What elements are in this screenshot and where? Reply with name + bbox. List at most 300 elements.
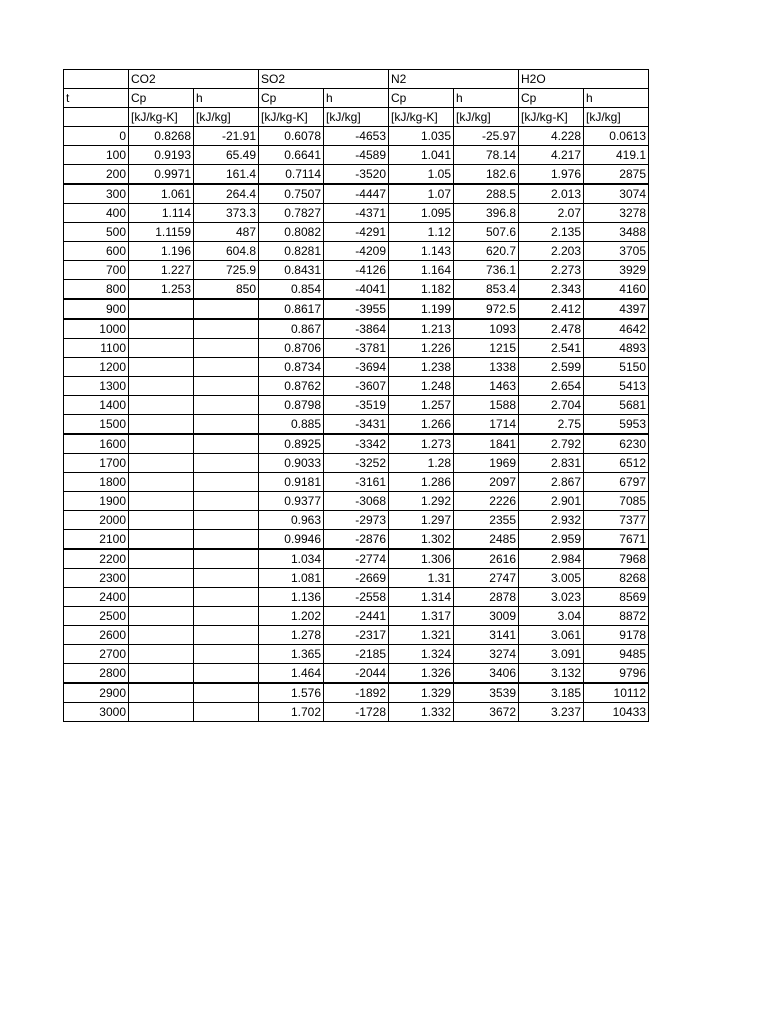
value-cell[interactable]: 419.1 (584, 146, 649, 165)
value-cell[interactable]: 2.75 (519, 415, 584, 435)
value-cell[interactable]: 1.273 (389, 434, 454, 454)
value-cell[interactable]: 2.541 (519, 339, 584, 358)
gas-header-h2o[interactable]: H2O (519, 70, 649, 89)
value-cell[interactable]: 1.035 (389, 127, 454, 146)
value-cell[interactable] (194, 664, 259, 684)
value-cell[interactable]: -4447 (324, 184, 389, 204)
temperature-cell[interactable]: 2400 (64, 588, 129, 607)
value-cell[interactable]: 3488 (584, 223, 649, 242)
value-cell[interactable] (129, 473, 194, 492)
value-cell[interactable]: -4371 (324, 204, 389, 223)
temperature-cell[interactable]: 1200 (64, 358, 129, 377)
temperature-cell[interactable]: 2100 (64, 530, 129, 550)
value-cell[interactable]: 2747 (454, 569, 519, 588)
value-cell[interactable]: 2.343 (519, 280, 584, 300)
value-cell[interactable]: 850 (194, 280, 259, 300)
value-cell[interactable]: 1.05 (389, 165, 454, 185)
value-cell[interactable] (129, 530, 194, 550)
value-cell[interactable]: 1.321 (389, 626, 454, 645)
value-cell[interactable]: -4041 (324, 280, 389, 300)
value-cell[interactable]: 0.867 (259, 319, 324, 339)
unit-cell[interactable]: [kJ/kg-K] (519, 108, 584, 127)
unit-cell[interactable]: [kJ/kg-K] (259, 108, 324, 127)
temperature-cell[interactable]: 1600 (64, 434, 129, 454)
value-cell[interactable]: 507.6 (454, 223, 519, 242)
value-cell[interactable] (194, 434, 259, 454)
value-cell[interactable]: 161.4 (194, 165, 259, 185)
value-cell[interactable]: 2097 (454, 473, 519, 492)
value-cell[interactable]: 0.6641 (259, 146, 324, 165)
value-cell[interactable]: -3520 (324, 165, 389, 185)
value-cell[interactable]: 7085 (584, 492, 649, 511)
value-cell[interactable]: -2317 (324, 626, 389, 645)
value-cell[interactable] (129, 434, 194, 454)
value-cell[interactable]: 0.8617 (259, 299, 324, 319)
value-cell[interactable]: 0.854 (259, 280, 324, 300)
value-cell[interactable]: 2.959 (519, 530, 584, 550)
value-cell[interactable]: 0.8082 (259, 223, 324, 242)
value-cell[interactable]: 7968 (584, 549, 649, 569)
value-cell[interactable]: 972.5 (454, 299, 519, 319)
temperature-cell[interactable]: 1400 (64, 396, 129, 415)
value-cell[interactable]: 3.023 (519, 588, 584, 607)
value-cell[interactable]: 0.7507 (259, 184, 324, 204)
temperature-cell[interactable]: 2200 (64, 549, 129, 569)
value-cell[interactable]: 1.464 (259, 664, 324, 684)
value-cell[interactable]: -2441 (324, 607, 389, 626)
value-cell[interactable]: 3.091 (519, 645, 584, 664)
value-cell[interactable]: 1.248 (389, 377, 454, 396)
value-cell[interactable] (129, 511, 194, 530)
value-cell[interactable]: 8268 (584, 569, 649, 588)
gas-header-co2[interactable]: CO2 (129, 70, 259, 89)
value-cell[interactable]: 3.04 (519, 607, 584, 626)
value-cell[interactable]: -25.97 (454, 127, 519, 146)
value-cell[interactable]: 10433 (584, 703, 649, 722)
value-cell[interactable]: 1.182 (389, 280, 454, 300)
value-cell[interactable] (194, 319, 259, 339)
temperature-cell[interactable]: 1500 (64, 415, 129, 435)
value-cell[interactable] (194, 492, 259, 511)
value-cell[interactable]: -3342 (324, 434, 389, 454)
value-cell[interactable] (194, 549, 259, 569)
value-cell[interactable] (129, 319, 194, 339)
value-cell[interactable] (129, 626, 194, 645)
value-cell[interactable] (194, 683, 259, 703)
value-cell[interactable]: 1.702 (259, 703, 324, 722)
value-cell[interactable] (129, 377, 194, 396)
value-cell[interactable]: 3009 (454, 607, 519, 626)
value-cell[interactable]: 2.704 (519, 396, 584, 415)
value-cell[interactable]: 0.9193 (129, 146, 194, 165)
value-cell[interactable] (129, 569, 194, 588)
value-cell[interactable]: 1.136 (259, 588, 324, 607)
value-cell[interactable]: 10112 (584, 683, 649, 703)
temperature-cell[interactable]: 600 (64, 242, 129, 261)
value-cell[interactable]: 0.8431 (259, 261, 324, 280)
value-cell[interactable] (194, 473, 259, 492)
value-cell[interactable]: 1.213 (389, 319, 454, 339)
value-cell[interactable]: 2355 (454, 511, 519, 530)
value-cell[interactable]: 4.228 (519, 127, 584, 146)
value-cell[interactable]: 1.226 (389, 339, 454, 358)
value-cell[interactable]: -3161 (324, 473, 389, 492)
temperature-cell[interactable]: 500 (64, 223, 129, 242)
value-cell[interactable]: 1588 (454, 396, 519, 415)
value-cell[interactable]: 1.28 (389, 454, 454, 473)
value-cell[interactable]: -3864 (324, 319, 389, 339)
value-cell[interactable]: -4291 (324, 223, 389, 242)
temperature-cell[interactable]: 800 (64, 280, 129, 300)
value-cell[interactable]: 1.034 (259, 549, 324, 569)
value-cell[interactable]: 3.237 (519, 703, 584, 722)
temperature-cell[interactable]: 700 (64, 261, 129, 280)
value-cell[interactable]: 620.7 (454, 242, 519, 261)
subheader-cell[interactable]: h (454, 89, 519, 108)
value-cell[interactable]: 1.238 (389, 358, 454, 377)
value-cell[interactable]: 1.081 (259, 569, 324, 588)
value-cell[interactable]: 0.8798 (259, 396, 324, 415)
value-cell[interactable]: 1.326 (389, 664, 454, 684)
value-cell[interactable]: 1.297 (389, 511, 454, 530)
value-cell[interactable]: 1.143 (389, 242, 454, 261)
value-cell[interactable]: 1.1159 (129, 223, 194, 242)
value-cell[interactable]: 1841 (454, 434, 519, 454)
value-cell[interactable]: 2.013 (519, 184, 584, 204)
value-cell[interactable] (129, 358, 194, 377)
value-cell[interactable]: -4653 (324, 127, 389, 146)
value-cell[interactable]: 725.9 (194, 261, 259, 280)
value-cell[interactable]: 1.257 (389, 396, 454, 415)
value-cell[interactable]: 9485 (584, 645, 649, 664)
temperature-cell[interactable]: 200 (64, 165, 129, 185)
value-cell[interactable] (129, 703, 194, 722)
value-cell[interactable]: 0.7827 (259, 204, 324, 223)
value-cell[interactable] (129, 683, 194, 703)
value-cell[interactable]: 1.329 (389, 683, 454, 703)
value-cell[interactable]: 2.984 (519, 549, 584, 569)
unit-cell[interactable]: [kJ/kg] (454, 108, 519, 127)
temperature-cell[interactable]: 3000 (64, 703, 129, 722)
value-cell[interactable]: 604.8 (194, 242, 259, 261)
value-cell[interactable]: 1.306 (389, 549, 454, 569)
value-cell[interactable]: 2226 (454, 492, 519, 511)
value-cell[interactable]: 3141 (454, 626, 519, 645)
value-cell[interactable]: -3068 (324, 492, 389, 511)
value-cell[interactable] (194, 703, 259, 722)
subheader-cell[interactable]: h (584, 89, 649, 108)
value-cell[interactable] (194, 299, 259, 319)
value-cell[interactable]: 4642 (584, 319, 649, 339)
value-cell[interactable]: 2.273 (519, 261, 584, 280)
value-cell[interactable]: 2.901 (519, 492, 584, 511)
value-cell[interactable]: 2875 (584, 165, 649, 185)
value-cell[interactable]: 2.412 (519, 299, 584, 319)
value-cell[interactable]: 2878 (454, 588, 519, 607)
temperature-cell[interactable]: 1000 (64, 319, 129, 339)
gas-header-so2[interactable]: SO2 (259, 70, 389, 89)
value-cell[interactable]: 0.8706 (259, 339, 324, 358)
value-cell[interactable]: 1338 (454, 358, 519, 377)
value-cell[interactable]: 3274 (454, 645, 519, 664)
value-cell[interactable]: 8569 (584, 588, 649, 607)
value-cell[interactable]: 1.266 (389, 415, 454, 435)
value-cell[interactable]: 6512 (584, 454, 649, 473)
value-cell[interactable]: 9796 (584, 664, 649, 684)
value-cell[interactable] (194, 377, 259, 396)
value-cell[interactable]: 1215 (454, 339, 519, 358)
value-cell[interactable]: 3278 (584, 204, 649, 223)
value-cell[interactable] (194, 607, 259, 626)
value-cell[interactable]: 1.196 (129, 242, 194, 261)
temperature-cell[interactable]: 400 (64, 204, 129, 223)
value-cell[interactable]: 2.932 (519, 511, 584, 530)
value-cell[interactable]: 0.8925 (259, 434, 324, 454)
value-cell[interactable]: 9178 (584, 626, 649, 645)
value-cell[interactable] (194, 415, 259, 435)
unit-cell[interactable]: [kJ/kg-K] (389, 108, 454, 127)
temperature-cell[interactable]: 2900 (64, 683, 129, 703)
value-cell[interactable]: -1728 (324, 703, 389, 722)
value-cell[interactable] (194, 530, 259, 550)
value-cell[interactable]: -3431 (324, 415, 389, 435)
value-cell[interactable]: 2.792 (519, 434, 584, 454)
temperature-cell[interactable]: 900 (64, 299, 129, 319)
value-cell[interactable]: 0.8762 (259, 377, 324, 396)
value-cell[interactable]: 0.8734 (259, 358, 324, 377)
temperature-cell[interactable]: 1100 (64, 339, 129, 358)
value-cell[interactable]: -2876 (324, 530, 389, 550)
value-cell[interactable]: -21.91 (194, 127, 259, 146)
value-cell[interactable]: 5150 (584, 358, 649, 377)
value-cell[interactable]: 4160 (584, 280, 649, 300)
value-cell[interactable]: 1969 (454, 454, 519, 473)
value-cell[interactable]: 1.314 (389, 588, 454, 607)
value-cell[interactable]: 3.132 (519, 664, 584, 684)
value-cell[interactable]: 1463 (454, 377, 519, 396)
temperature-cell[interactable]: 2600 (64, 626, 129, 645)
temperature-cell[interactable]: 100 (64, 146, 129, 165)
value-cell[interactable]: 0.885 (259, 415, 324, 435)
value-cell[interactable] (129, 492, 194, 511)
value-cell[interactable] (129, 607, 194, 626)
value-cell[interactable]: 2616 (454, 549, 519, 569)
value-cell[interactable]: 1.332 (389, 703, 454, 722)
temperature-cell[interactable]: 2800 (64, 664, 129, 684)
value-cell[interactable] (194, 626, 259, 645)
subheader-cell[interactable]: h (324, 89, 389, 108)
value-cell[interactable]: -2185 (324, 645, 389, 664)
value-cell[interactable]: 1714 (454, 415, 519, 435)
value-cell[interactable]: 2.867 (519, 473, 584, 492)
value-cell[interactable]: 4.217 (519, 146, 584, 165)
subheader-cell[interactable]: h (194, 89, 259, 108)
value-cell[interactable]: -3519 (324, 396, 389, 415)
value-cell[interactable]: 3.185 (519, 683, 584, 703)
value-cell[interactable]: 5953 (584, 415, 649, 435)
value-cell[interactable]: 853.4 (454, 280, 519, 300)
value-cell[interactable]: 4397 (584, 299, 649, 319)
value-cell[interactable]: 1.061 (129, 184, 194, 204)
value-cell[interactable]: 1.164 (389, 261, 454, 280)
value-cell[interactable]: -2558 (324, 588, 389, 607)
value-cell[interactable]: -3607 (324, 377, 389, 396)
temperature-cell[interactable]: 0 (64, 127, 129, 146)
value-cell[interactable]: 2.599 (519, 358, 584, 377)
value-cell[interactable]: 0.9971 (129, 165, 194, 185)
value-cell[interactable] (129, 588, 194, 607)
value-cell[interactable]: 3406 (454, 664, 519, 684)
value-cell[interactable]: 65.49 (194, 146, 259, 165)
subheader-cell[interactable]: Cp (389, 89, 454, 108)
temperature-cell[interactable]: 1300 (64, 377, 129, 396)
value-cell[interactable]: 3929 (584, 261, 649, 280)
temperature-cell[interactable]: 300 (64, 184, 129, 204)
value-cell[interactable]: 3672 (454, 703, 519, 722)
value-cell[interactable] (129, 664, 194, 684)
value-cell[interactable]: 373.3 (194, 204, 259, 223)
value-cell[interactable] (194, 588, 259, 607)
value-cell[interactable]: -4589 (324, 146, 389, 165)
value-cell[interactable]: 2.478 (519, 319, 584, 339)
value-cell[interactable]: 0.8268 (129, 127, 194, 146)
value-cell[interactable]: 0.9946 (259, 530, 324, 550)
value-cell[interactable] (194, 454, 259, 473)
value-cell[interactable]: 1.07 (389, 184, 454, 204)
value-cell[interactable]: -2973 (324, 511, 389, 530)
value-cell[interactable]: 2.654 (519, 377, 584, 396)
value-cell[interactable]: 78.14 (454, 146, 519, 165)
value-cell[interactable]: 7671 (584, 530, 649, 550)
value-cell[interactable]: 0.7114 (259, 165, 324, 185)
value-cell[interactable]: -4126 (324, 261, 389, 280)
unit-cell[interactable]: [kJ/kg] (324, 108, 389, 127)
value-cell[interactable]: 1.286 (389, 473, 454, 492)
value-cell[interactable] (194, 569, 259, 588)
value-cell[interactable]: 2.203 (519, 242, 584, 261)
temperature-cell[interactable]: 2500 (64, 607, 129, 626)
gas-header-n2[interactable]: N2 (389, 70, 519, 89)
value-cell[interactable]: 264.4 (194, 184, 259, 204)
value-cell[interactable]: -3252 (324, 454, 389, 473)
value-cell[interactable]: 1.199 (389, 299, 454, 319)
value-cell[interactable]: -3781 (324, 339, 389, 358)
value-cell[interactable]: -2774 (324, 549, 389, 569)
value-cell[interactable]: 2485 (454, 530, 519, 550)
corner-cell[interactable] (64, 70, 129, 89)
value-cell[interactable]: 1.302 (389, 530, 454, 550)
value-cell[interactable]: -1892 (324, 683, 389, 703)
value-cell[interactable]: 1.976 (519, 165, 584, 185)
value-cell[interactable]: 6797 (584, 473, 649, 492)
value-cell[interactable]: 1.278 (259, 626, 324, 645)
value-cell[interactable]: 182.6 (454, 165, 519, 185)
value-cell[interactable]: 487 (194, 223, 259, 242)
value-cell[interactable]: 0.8281 (259, 242, 324, 261)
value-cell[interactable]: 0.6078 (259, 127, 324, 146)
temperature-cell[interactable]: 2000 (64, 511, 129, 530)
value-cell[interactable]: 396.8 (454, 204, 519, 223)
value-cell[interactable] (194, 358, 259, 377)
unit-cell[interactable]: [kJ/kg] (194, 108, 259, 127)
value-cell[interactable]: -2669 (324, 569, 389, 588)
value-cell[interactable]: 3539 (454, 683, 519, 703)
value-cell[interactable]: 0.9377 (259, 492, 324, 511)
value-cell[interactable]: 2.135 (519, 223, 584, 242)
value-cell[interactable] (129, 299, 194, 319)
value-cell[interactable]: 1.227 (129, 261, 194, 280)
value-cell[interactable]: 7377 (584, 511, 649, 530)
value-cell[interactable] (194, 396, 259, 415)
value-cell[interactable]: 8872 (584, 607, 649, 626)
value-cell[interactable]: 288.5 (454, 184, 519, 204)
value-cell[interactable]: 1.292 (389, 492, 454, 511)
subheader-cell[interactable]: Cp (519, 89, 584, 108)
value-cell[interactable]: 2.831 (519, 454, 584, 473)
value-cell[interactable]: 5413 (584, 377, 649, 396)
value-cell[interactable]: 3.061 (519, 626, 584, 645)
value-cell[interactable]: 1.31 (389, 569, 454, 588)
subheader-cell[interactable]: Cp (259, 89, 324, 108)
value-cell[interactable]: 0.9181 (259, 473, 324, 492)
value-cell[interactable]: -4209 (324, 242, 389, 261)
subheader-cell[interactable]: Cp (129, 89, 194, 108)
value-cell[interactable]: 1.576 (259, 683, 324, 703)
value-cell[interactable]: 0.0613 (584, 127, 649, 146)
value-cell[interactable] (129, 339, 194, 358)
value-cell[interactable]: 1.095 (389, 204, 454, 223)
value-cell[interactable]: 3.005 (519, 569, 584, 588)
temperature-cell[interactable]: 1700 (64, 454, 129, 473)
value-cell[interactable] (194, 511, 259, 530)
value-cell[interactable]: 0.9033 (259, 454, 324, 473)
temperature-cell[interactable]: 1800 (64, 473, 129, 492)
value-cell[interactable]: 1.365 (259, 645, 324, 664)
value-cell[interactable]: 736.1 (454, 261, 519, 280)
value-cell[interactable] (129, 415, 194, 435)
value-cell[interactable]: 1093 (454, 319, 519, 339)
value-cell[interactable] (129, 396, 194, 415)
value-cell[interactable]: -2044 (324, 664, 389, 684)
temperature-cell[interactable]: 1900 (64, 492, 129, 511)
value-cell[interactable]: -3955 (324, 299, 389, 319)
value-cell[interactable]: 5681 (584, 396, 649, 415)
value-cell[interactable] (129, 454, 194, 473)
value-cell[interactable] (129, 549, 194, 569)
temperature-cell[interactable]: 2700 (64, 645, 129, 664)
value-cell[interactable]: 0.963 (259, 511, 324, 530)
value-cell[interactable]: 1.114 (129, 204, 194, 223)
temperature-cell[interactable]: 2300 (64, 569, 129, 588)
value-cell[interactable] (194, 339, 259, 358)
unit-cell[interactable]: [kJ/kg] (584, 108, 649, 127)
value-cell[interactable]: -3694 (324, 358, 389, 377)
unit-cell[interactable]: [kJ/kg-K] (129, 108, 194, 127)
value-cell[interactable]: 1.317 (389, 607, 454, 626)
value-cell[interactable]: 1.202 (259, 607, 324, 626)
value-cell[interactable]: 1.324 (389, 645, 454, 664)
value-cell[interactable] (129, 645, 194, 664)
temperature-header[interactable]: t (64, 89, 129, 108)
value-cell[interactable]: 3074 (584, 184, 649, 204)
value-cell[interactable]: 2.07 (519, 204, 584, 223)
value-cell[interactable]: 1.12 (389, 223, 454, 242)
value-cell[interactable]: 6230 (584, 434, 649, 454)
value-cell[interactable]: 1.253 (129, 280, 194, 300)
value-cell[interactable]: 3705 (584, 242, 649, 261)
value-cell[interactable] (194, 645, 259, 664)
units-blank-cell[interactable] (64, 108, 129, 127)
